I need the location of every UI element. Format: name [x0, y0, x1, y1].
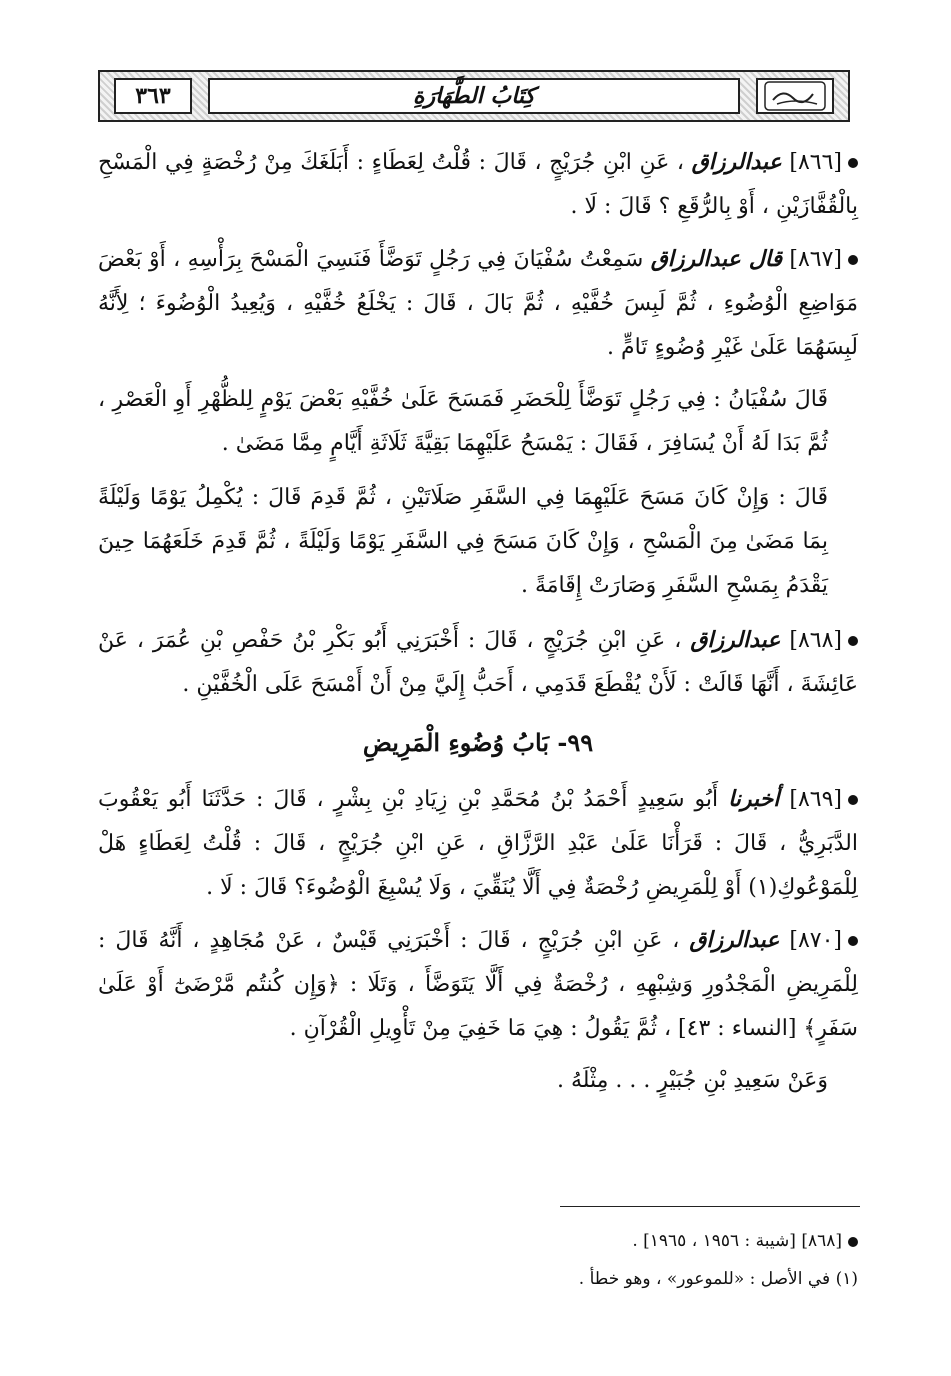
bullet-icon — [848, 936, 858, 946]
hadith-text: ، عَنِ ابْنِ جُرَيْجٍ ، قَالَ : قُلْتُ لِعَطَاءٍ : أَبَلَغَكَ مِنْ رُخْصَةٍ فِي الْمَسْحِ بِالْقُفَّازَيْنِ ، أَوْ بِالرُّقَعِ ؟ قَالَ : لَا . — [98, 150, 858, 219]
hadith-narrator: قال عبدالرزاق — [650, 246, 782, 272]
hadith-868 — [98, 618, 858, 707]
bullet-icon — [848, 158, 858, 168]
book-title-logo-icon — [756, 78, 834, 114]
hadith-text: ، عَنِ ابْنِ جُرَيْجٍ ، قَالَ : أَخْبَرَنِي أَبُو بَكْرِ بْنُ حَفْصِ بْنِ عُمَرَ ، عَنْ عَائِشَةَ ، أَنَّهَا قَالَتْ : لَأَنْ يُقْطَعَ قَدَمِي ، أَحَبُّ إِلَيَّ مِنْ أَنْ أَمْسَحَ عَلَى الْخُفَّيْنِ . — [98, 628, 858, 697]
sufyan-comment: قَالَ سُفْيَانُ : فِي رَجُلٍ تَوَضَّأَ لِلْحَضَرِ فَمَسَحَ عَلَىٰ خُفَّيْهِ بَعْضَ يَوْمٍ لِلظُّهْرِ أَوِ الْعَصْرِ ، ثُمَّ بَدَا لَهُ أَنْ يُسَافِرَ ، فَقَالَ : يَمْسَحُ عَلَيْهِمَا بَقِيَّةَ ثَلَاثَةِ أَيَّامٍ مِمَّا مَضَىٰ . — [98, 387, 828, 456]
bullet-icon — [848, 255, 858, 265]
hadith-870 — [98, 918, 858, 1051]
hadith-narrator: أخبرنا — [728, 786, 780, 812]
bullet-icon — [848, 795, 858, 805]
hadith-narrator: عبدالرزاق — [690, 627, 781, 653]
book-section-title: كِتَابُ الطَّهَارَةِ — [412, 83, 536, 109]
hadith-ref: [٨٧٠] — [789, 928, 842, 953]
hadith-ref: [٨٦٧] — [789, 247, 843, 272]
hadith-ref: [٨٦٩] — [789, 787, 842, 812]
hadith-text: سَمِعْتُ سُفْيَانَ فِي رَجُلٍ تَوَضَّأَ فَنَسِيَ الْمَسْحَ بِرَأْسِهِ ، أَوْ بَعْضَ مَوَاضِعِ الْوُضُوءِ ، ثُمَّ لَبِسَ خُفَّيْهِ ، ثُمَّ بَالَ ، قَالَ : يَخْلَعُ خُفَّيْهِ ، وَيُعِيدُ الْوُضُوءَ ؛ لِأَنَّهُ لَبِسَهُمَا عَلَىٰ غَيْرِ وُضُوءٍ تَامٍّ . — [98, 247, 858, 360]
logo-calligraphy-icon — [763, 80, 827, 112]
hadith-narrator: عبدالرزاق — [689, 927, 780, 953]
footnote-divider — [560, 1206, 860, 1207]
hadith-text: أَبُو سَعِيدٍ أَحْمَدُ بْنُ مُحَمَّدِ بْنِ زِيَادِ بْنِ بِشْرٍ ، قَالَ : حَدَّثَنَا أَبُو يَعْقُوبَ الدَّبَرِيُّ ، قَالَ : قَرَأْنَا عَلَىٰ عَبْدِ الرَّزَّاقِ ، عَنِ ابْنِ جُرَيْجٍ ، قَالَ : قُلْتُ لِعَطَاءٍ هَلْ لِلْمَوْعُوكِ(١) أَوْ لِلْمَرِيضِ رُخْصَةٌ فِي أَلَّا يُنَقِّيَ ، وَلَا يُسْبِغَ الْوُضُوءَ؟ قَالَ : لَا . — [98, 787, 858, 900]
sufyan-comment-continued: قَالَ : وَإِنْ كَانَ مَسَحَ عَلَيْهِمَا فِي السَّفَرِ صَلَاتَيْنِ ، ثُمَّ قَدِمَ قَالَ : يُكْمِلُ يَوْمًا وَلَيْلَةً بِمَا مَضَىٰ مِنَ الْمَسْحِ ، وَإِنْ كَانَ مَسَحَ فِي السَّفَرِ يَوْمًا وَلَيْلَةً ، ثُمَّ قَدِمَ خَلَعَهُمَا حِينَ يَقْدَمُ بِمَسْحِ السَّفَرِ وَصَارَتْ إِقَامَةً . — [98, 485, 828, 598]
hadith-869 — [98, 777, 858, 910]
page-number: ٣٦٣ — [114, 78, 192, 114]
header-title-box — [208, 78, 740, 114]
closing-line: وَعَنْ سَعِيدِ بْنِ جُبَيْرٍ . . . مِثْلَهُ . — [556, 1068, 828, 1093]
bullet-icon — [848, 636, 858, 646]
footnotes — [98, 1222, 858, 1298]
hadith-narrator: عبدالرزاق — [691, 149, 782, 175]
hadith-ref: [٨٦٦] — [789, 150, 843, 175]
footnote-1: (١) في الأصل : «للموعور» ، وهو خطأ . — [578, 1269, 858, 1289]
hadith-867 — [98, 237, 858, 370]
page-header — [98, 70, 850, 122]
footnote-source: [٨٦٨] [شيبة : ١٩٥٦ ، ١٩٦٥] . — [98, 1222, 858, 1260]
hadith-866 — [98, 140, 858, 229]
hadith-ref: [٨٦٨] — [789, 628, 842, 653]
chapter-title: ٩٩- بَابُ وُضُوءِ الْمَرِيضِ — [362, 728, 594, 757]
bullet-icon — [848, 1237, 858, 1247]
page-body — [98, 140, 858, 1111]
hadith-text: ، عَنِ ابْنِ جُرَيْجٍ ، قَالَ : أَخْبَرَنِي قَيْسٌ ، عَنْ مُجَاهِدٍ ، أَنَّهُ قَالَ : لِلْمَرِيضِ الْمَجْدُورِ وَشِبْهِهِ ، رُخْصَةٌ فِي أَلَّا يَتَوَضَّأَ ، وَتَلَا : ﴿وَإِن كُنتُم مَّرْضَىٰٓ أَوْ عَلَىٰ سَفَرٍ﴾ [النساء : ٤٣] ، ثُمَّ يَقُولُ : هِيَ مَا خَفِيَ مِنْ تَأْوِيلِ الْقُرْآنِ . — [98, 928, 858, 1041]
